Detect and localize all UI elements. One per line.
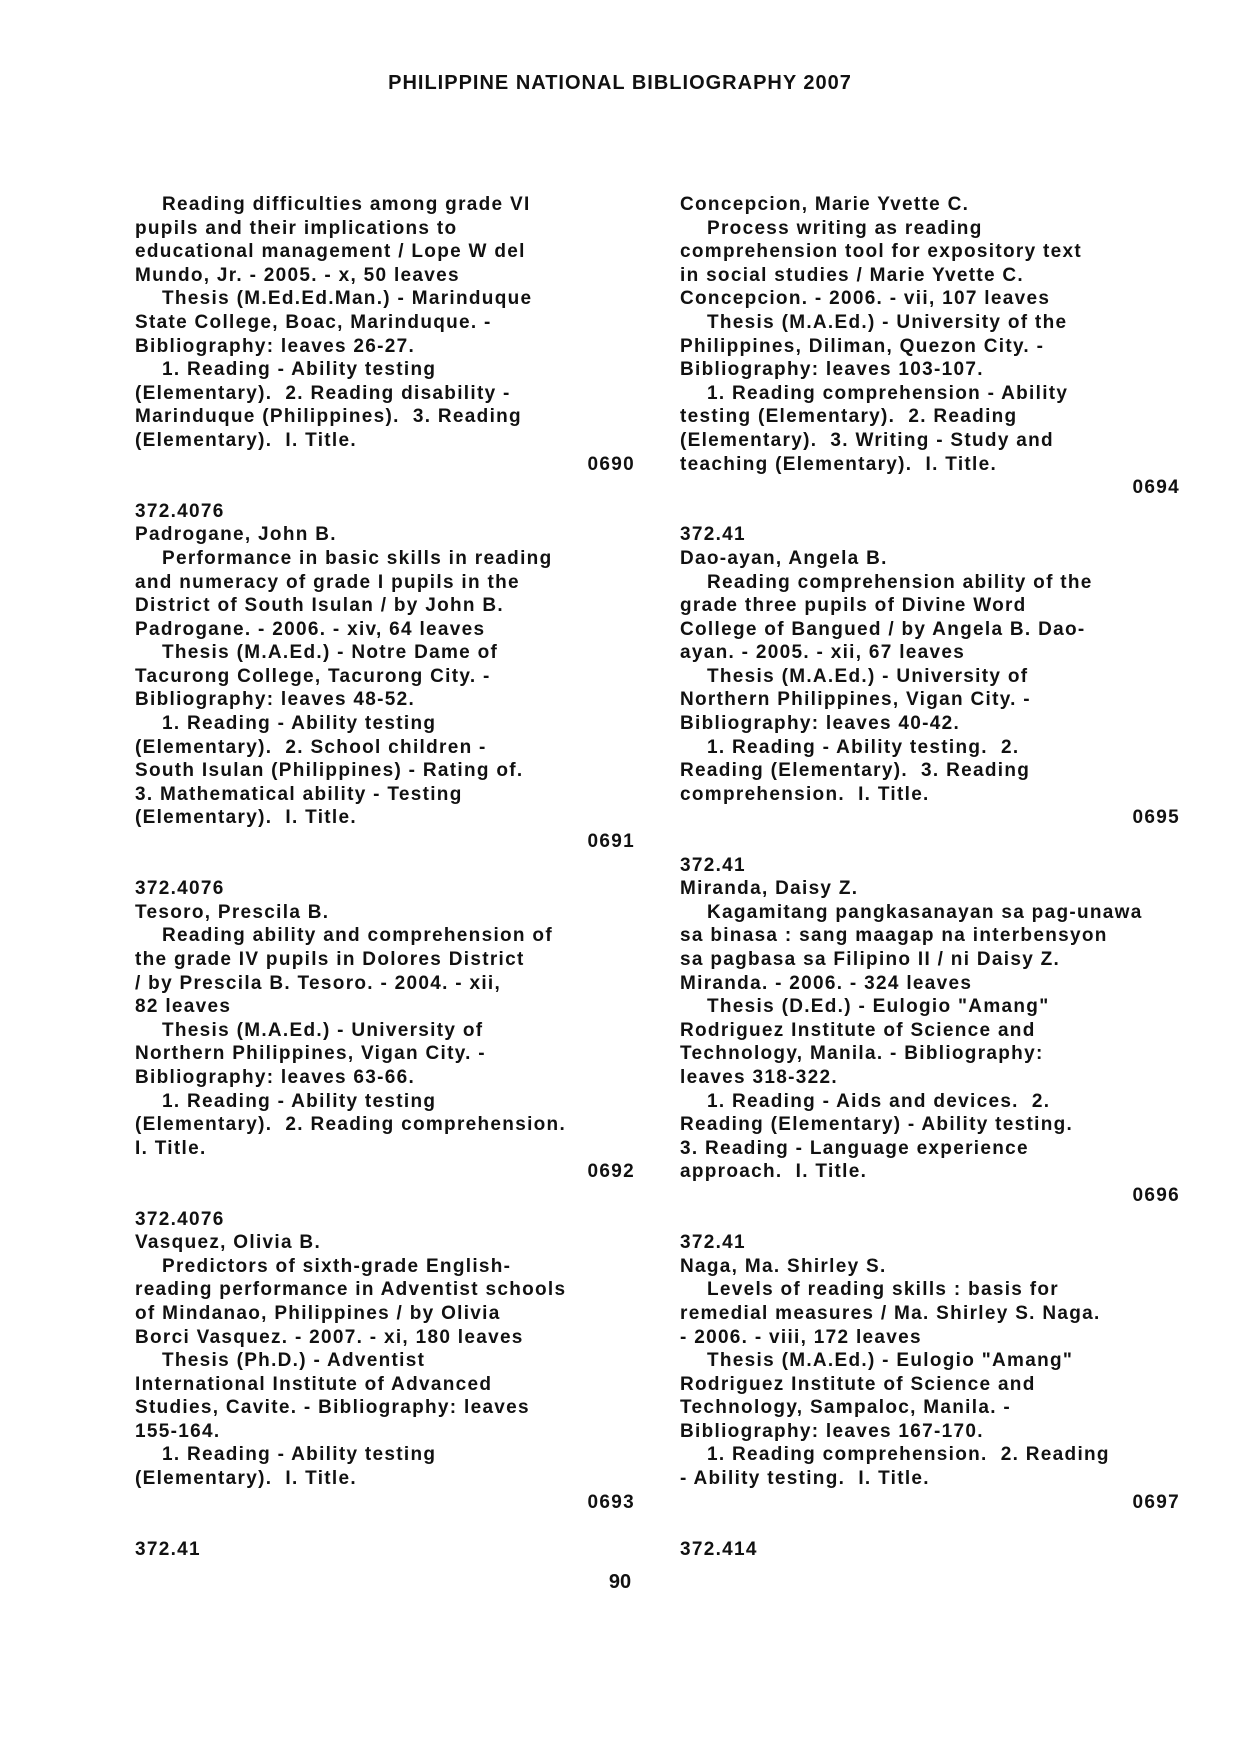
- entry-author: Concepcion, Marie Yvette C.: [680, 194, 970, 215]
- entry-line: of Mindanao, Philippines / by Olivia: [135, 1302, 501, 1324]
- entry-line: Padrogane. - 2006. - xiv, 64 leaves: [135, 618, 486, 640]
- entry-line: South Isulan (Philippines) - Rating of.: [135, 760, 524, 782]
- entry-line: 1. Reading - Ability testing: [162, 359, 437, 381]
- entry-line: 1. Reading - Aids and devices. 2.: [707, 1090, 1051, 1112]
- entry-line: (Elementary). I. Title.: [135, 1468, 357, 1490]
- entry-line: Bibliography: leaves 40-42.: [680, 713, 961, 735]
- entry-line: College of Bangued / by Angela B. Dao-: [680, 618, 1086, 640]
- entry-line: Thesis (M.A.Ed.) - Eulogio "Amang": [707, 1350, 1074, 1372]
- entry-author: Dao-ayan, Angela B.: [680, 547, 888, 569]
- call-number: 372.41: [135, 1538, 201, 1560]
- entry-line: ayan. - 2005. - xii, 67 leaves: [680, 642, 966, 664]
- entry-line: 3. Mathematical ability - Testing: [135, 783, 463, 805]
- entry-line: I. Title.: [135, 1137, 207, 1159]
- entry-line: Mundo, Jr. - 2005. - x, 50 leaves: [135, 264, 460, 286]
- entry-line: 1. Reading - Ability testing: [162, 1090, 437, 1112]
- entry-line: Thesis (M.A.Ed.) - Notre Dame of: [162, 642, 499, 664]
- bibliography-entry: [680, 1231, 1180, 1514]
- call-number: 372.4076: [135, 878, 225, 900]
- bibliography-entry: [680, 193, 1180, 500]
- entry-author: Vasquez, Olivia B.: [135, 1232, 322, 1254]
- entry-line: Marinduque (Philippines). 3. Reading: [135, 406, 522, 428]
- entry-line: approach. I. Title.: [680, 1161, 868, 1183]
- entry-line: - 2006. - viii, 172 leaves: [680, 1326, 922, 1348]
- entry-line: (Elementary). 2. School children -: [135, 736, 487, 758]
- entry-line: Thesis (M.A.Ed.) - University of: [162, 1019, 484, 1041]
- entry-line: Technology, Sampaloc, Manila. -: [680, 1397, 1011, 1419]
- bibliography-entry: [135, 500, 635, 854]
- entry-number: 0696: [1132, 1184, 1180, 1206]
- entry-line: teaching (Elementary). I. Title.: [680, 453, 998, 475]
- entry-line: (Elementary). I. Title.: [135, 807, 357, 829]
- entry-number: 0694: [1132, 477, 1180, 499]
- call-number: 372.41: [680, 1232, 746, 1254]
- entry-line: sa binasa : sang maagap na interbensyon: [680, 925, 1108, 947]
- entry-line: educational management / Lope W del: [135, 241, 526, 263]
- entry-line: 155-164.: [135, 1420, 221, 1442]
- entry-line: Rodriguez Institute of Science and: [680, 1373, 1036, 1395]
- entry-line: (Elementary). I. Title.: [135, 429, 357, 451]
- entry-line: 1. Reading - Ability testing. 2.: [707, 736, 1020, 758]
- entry-line: the grade IV pupils in Dolores District: [135, 949, 525, 970]
- entry-line: Bibliography: leaves 103-107.: [680, 359, 984, 381]
- right-column: [680, 193, 1180, 1585]
- entry-line: 1. Reading comprehension. 2. Reading: [707, 1444, 1110, 1466]
- entry-line: Northern Philippines, Vigan City. -: [680, 689, 1031, 711]
- call-number: 372.414: [680, 1538, 758, 1560]
- entry-line: Miranda. - 2006. - 324 leaves: [680, 972, 973, 994]
- entry-line: Philippines, Diliman, Quezon City. -: [680, 335, 1045, 357]
- entry-line: Thesis (M.Ed.Ed.Man.) - Marinduque: [162, 288, 533, 310]
- bibliography-entry: [135, 1208, 635, 1515]
- entry-line: 1. Reading - Ability testing: [162, 1444, 437, 1466]
- entry-line: Thesis (M.A.Ed.) - University of: [707, 665, 1029, 687]
- page-number: 90: [608, 1571, 632, 1593]
- entry-line: Reading ability and comprehension of: [162, 925, 553, 947]
- entry-line: Bibliography: leaves 63-66.: [135, 1066, 416, 1088]
- entry-line: Technology, Manila. - Bibliography:: [680, 1043, 1044, 1065]
- entry-line: International Institute of Advanced: [135, 1373, 493, 1395]
- call-number: 372.41: [680, 854, 746, 876]
- entry-line: 1. Reading - Ability testing: [162, 713, 437, 735]
- entry-line: in social studies / Marie Yvette C.: [680, 264, 1024, 286]
- entry-line: State College, Boac, Marinduque. -: [135, 311, 492, 333]
- entry-line: reading performance in Adventist schools: [135, 1279, 567, 1301]
- entry-line: Borci Vasquez. - 2007. - xi, 180 leaves: [135, 1326, 524, 1348]
- entry-line: Performance in basic skills in reading: [162, 547, 553, 569]
- entry-line: Tacurong College, Tacurong City. -: [135, 665, 491, 687]
- entry-number: 0690: [587, 453, 635, 475]
- entry-line: - Ability testing. I. Title.: [680, 1468, 930, 1490]
- entry-line: / by Prescila B. Tesoro. - 2004. - xii,: [135, 972, 502, 994]
- entry-line: (Elementary). 2. Reading comprehension.: [135, 1114, 567, 1136]
- entry-line: sa pagbasa sa Filipino II / ni Daisy Z.: [680, 949, 1061, 970]
- entry-line: pupils and their implications to: [135, 217, 458, 239]
- entry-line: Thesis (M.A.Ed.) - University of the: [707, 311, 1068, 333]
- entry-author: Padrogane, John B.: [135, 524, 337, 546]
- entry-author: Tesoro, Prescila B.: [135, 901, 330, 923]
- bibliography-entry: [135, 877, 635, 1184]
- entry-line: leaves 318-322.: [680, 1066, 838, 1088]
- bibliography-entry: [135, 193, 635, 476]
- entry-line: 3. Reading - Language experience: [680, 1137, 1029, 1159]
- call-number: 372.41: [680, 524, 746, 546]
- entry-line: Thesis (Ph.D.) - Adventist: [162, 1350, 426, 1372]
- entry-line: Reading comprehension ability of the: [707, 571, 1093, 593]
- call-number: 372.4076: [135, 500, 225, 522]
- entry-number: 0693: [587, 1491, 635, 1513]
- entry-line: Reading difficulties among grade VI: [162, 194, 531, 215]
- entry-line: testing (Elementary). 2. Reading: [680, 406, 1018, 428]
- entry-line: Rodriguez Institute of Science and: [680, 1019, 1036, 1041]
- bibliography-entry: [135, 1538, 635, 1562]
- bibliography-entry: [680, 854, 1180, 1208]
- bibliography-entry: [680, 1538, 1180, 1562]
- entry-line: Bibliography: leaves 48-52.: [135, 689, 416, 711]
- entry-number: 0697: [1132, 1491, 1180, 1513]
- entry-line: remedial measures / Ma. Shirley S. Naga.: [680, 1302, 1101, 1324]
- entry-line: Reading (Elementary) - Ability testing.: [680, 1114, 1074, 1136]
- entry-line: Studies, Cavite. - Bibliography: leaves: [135, 1397, 530, 1419]
- entry-line: Bibliography: leaves 167-170.: [680, 1420, 984, 1442]
- entry-line: (Elementary). 2. Reading disability -: [135, 382, 511, 404]
- entry-line: Predictors of sixth-grade English-: [162, 1255, 512, 1277]
- entry-line: Northern Philippines, Vigan City. -: [135, 1043, 486, 1065]
- bibliography-entry: [680, 523, 1180, 830]
- page-header: PHILIPPINE NATIONAL BIBLIOGRAPHY 2007: [388, 72, 852, 94]
- entry-line: Concepcion. - 2006. - vii, 107 leaves: [680, 288, 1051, 310]
- left-column: [135, 193, 635, 1585]
- entry-line: 82 leaves: [135, 996, 232, 1018]
- entry-number: 0695: [1132, 807, 1180, 829]
- entry-line: and numeracy of grade I pupils in the: [135, 571, 520, 593]
- entry-line: comprehension. I. Title.: [680, 783, 930, 805]
- entry-author: Naga, Ma. Shirley S.: [680, 1255, 887, 1277]
- entry-line: 1. Reading comprehension - Ability: [707, 382, 1069, 404]
- entry-line: (Elementary). 3. Writing - Study and: [680, 429, 1054, 451]
- entry-line: Bibliography: leaves 26-27.: [135, 335, 416, 357]
- entry-line: Reading (Elementary). 3. Reading: [680, 760, 1031, 782]
- entry-line: Thesis (D.Ed.) - Eulogio "Amang": [707, 996, 1050, 1018]
- entry-line: Process writing as reading: [707, 217, 983, 239]
- entry-line: comprehension tool for expository text: [680, 241, 1083, 263]
- entry-number: 0692: [587, 1161, 635, 1183]
- entry-author: Miranda, Daisy Z.: [680, 878, 859, 900]
- entry-line: Levels of reading skills : basis for: [707, 1279, 1059, 1301]
- entry-line: Kagamitang pangkasanayan sa pag-unawa: [707, 901, 1143, 923]
- entry-number: 0691: [587, 831, 635, 853]
- call-number: 372.4076: [135, 1208, 225, 1230]
- entry-line: grade three pupils of Divine Word: [680, 595, 1027, 617]
- entry-line: District of South Isulan / by John B.: [135, 595, 505, 617]
